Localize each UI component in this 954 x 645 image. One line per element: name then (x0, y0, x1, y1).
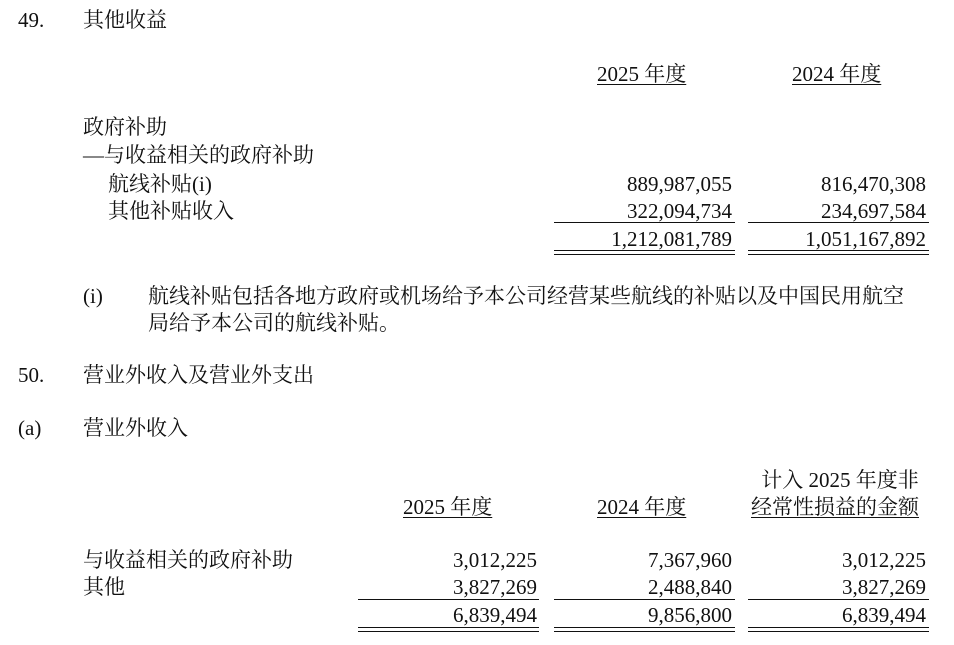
row-value-2024: 234,697,584 (821, 199, 926, 223)
column-header-2025: 2025 年度 (597, 62, 687, 86)
column-header-nonrecurring: 计入 2025 年度非 (761, 468, 919, 492)
total-value-2024: 9,856,800 (648, 603, 732, 627)
row-value-2025: 322,094,734 (627, 199, 732, 223)
note-text: 航线补贴包括各地方政府或机场给予本公司经营某些航线的补贴以及中国民用航空 (148, 284, 904, 308)
row-value-2024: 816,470,308 (821, 172, 926, 196)
total-value-2024: 1,051,167,892 (805, 227, 926, 251)
section-title: 营业外收入及营业外支出 (83, 363, 314, 387)
total-double-rule (554, 250, 735, 255)
total-double-rule (748, 250, 929, 255)
section-title: 其他收益 (83, 8, 167, 32)
subsection-marker: (a) (18, 416, 42, 440)
column-header-2024: 2024 年度 (792, 62, 882, 86)
column-header-2024: 2024 年度 (597, 495, 687, 519)
total-value-nonrecurring: 6,839,494 (842, 603, 926, 627)
section-number: 49. (18, 8, 45, 32)
row-value-nonrecurring: 3,012,225 (842, 548, 926, 572)
group-title: 政府补助 (83, 115, 167, 139)
note-text: 局给予本公司的航线补贴。 (148, 311, 400, 335)
subtotal-rule (554, 599, 735, 600)
subtotal-rule (748, 222, 929, 223)
subtotal-rule (358, 599, 539, 600)
subsection-title: 营业外收入 (83, 416, 188, 440)
total-double-rule (748, 627, 929, 632)
column-header-2025: 2025 年度 (403, 495, 493, 519)
row-value-nonrecurring: 3,827,269 (842, 575, 926, 599)
row-value-2024: 7,367,960 (648, 548, 732, 572)
subtotal-rule (554, 222, 735, 223)
row-value-2025: 3,012,225 (453, 548, 537, 572)
subtotal-rule (748, 599, 929, 600)
row-label: 航线补贴(i) (108, 172, 212, 196)
total-value-2025: 1,212,081,789 (611, 227, 732, 251)
column-header-nonrecurring: 经常性损益的金额 (751, 495, 919, 519)
row-label: 其他补贴收入 (108, 199, 234, 223)
row-label: 与收益相关的政府补助 (83, 548, 293, 572)
section-number: 50. (18, 363, 45, 387)
row-value-2024: 2,488,840 (648, 575, 732, 599)
row-value-2025: 3,827,269 (453, 575, 537, 599)
total-double-rule (554, 627, 735, 632)
subgroup-title: —与收益相关的政府补助 (83, 143, 314, 167)
row-label: 其他 (83, 575, 125, 599)
total-double-rule (358, 627, 539, 632)
row-value-2025: 889,987,055 (627, 172, 732, 196)
note-marker: (i) (83, 284, 103, 308)
total-value-2025: 6,839,494 (453, 603, 537, 627)
